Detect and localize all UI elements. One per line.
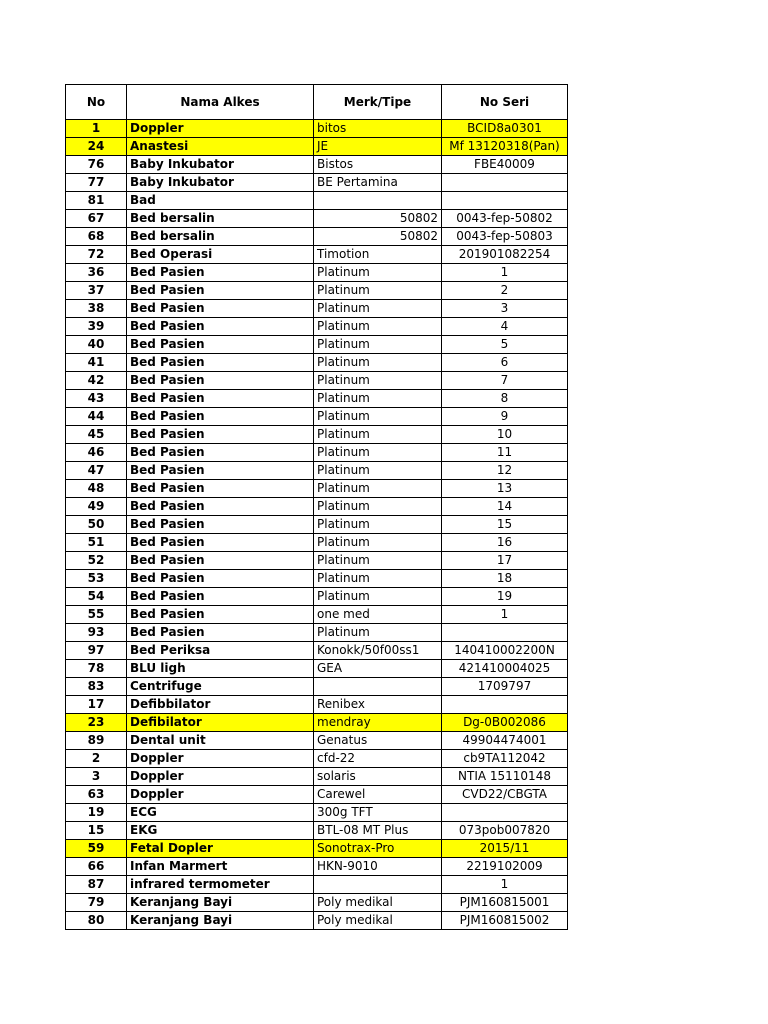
row-name-cell[interactable]: Bed Pasien [127,390,314,408]
table-row [66,300,568,318]
row-merk-cell[interactable]: Platinum [314,282,442,300]
row-merk-cell[interactable]: Platinum [314,444,442,462]
row-name-cell[interactable]: Bed Pasien [127,336,314,354]
row-merk-cell[interactable]: Platinum [314,318,442,336]
row-merk-cell[interactable]: 300g TFT [314,804,442,822]
row-name-cell[interactable]: Bed Pasien [127,624,314,642]
row-name-cell[interactable]: Bed Pasien [127,318,314,336]
row-seri-cell[interactable]: 18 [442,570,568,588]
table-row [66,822,568,840]
row-name-cell[interactable]: Bed Pasien [127,372,314,390]
row-merk-cell[interactable]: Genatus [314,732,442,750]
table-row [66,876,568,894]
header-nama-alkes: Nama Alkes [127,85,314,120]
table-row [66,354,568,372]
row-no-cell[interactable]: 19 [66,804,127,822]
row-no-cell[interactable]: 76 [66,156,127,174]
row-name-cell[interactable]: Doppler [127,120,314,138]
table-row [66,768,568,786]
row-seri-cell[interactable]: 16 [442,534,568,552]
row-seri-cell[interactable]: 421410004025 [442,660,568,678]
row-name-cell[interactable]: BLU ligh [127,660,314,678]
row-name-cell[interactable]: Bed Pasien [127,516,314,534]
row-name-cell[interactable]: Bed Pasien [127,426,314,444]
row-no-cell[interactable]: 41 [66,354,127,372]
row-merk-cell[interactable]: Platinum [314,570,442,588]
row-name-cell[interactable]: Bed Periksa [127,642,314,660]
row-merk-cell[interactable] [314,678,442,696]
table-row [66,462,568,480]
table-body [66,120,568,930]
row-seri-cell[interactable]: NTIA 15110148 [442,768,568,786]
row-merk-cell[interactable]: 50802 [314,228,442,246]
row-name-cell[interactable]: Fetal Dopler [127,840,314,858]
row-name-cell[interactable]: Bed Pasien [127,570,314,588]
row-no-cell[interactable]: 39 [66,318,127,336]
row-seri-cell[interactable]: 5 [442,336,568,354]
row-name-cell[interactable]: Infan Marmert [127,858,314,876]
row-name-cell[interactable]: ECG [127,804,314,822]
table-row [66,480,568,498]
table-row [66,210,568,228]
row-no-cell[interactable]: 68 [66,228,127,246]
row-name-cell[interactable]: EKG [127,822,314,840]
table-row [66,660,568,678]
table-header-row [66,85,568,120]
row-no-cell[interactable]: 24 [66,138,127,156]
row-no-cell[interactable]: 83 [66,678,127,696]
table-row [66,678,568,696]
row-no-cell[interactable]: 52 [66,552,127,570]
row-no-cell[interactable]: 3 [66,768,127,786]
row-seri-cell[interactable]: 1 [442,606,568,624]
row-name-cell[interactable]: Bed Pasien [127,300,314,318]
row-seri-cell[interactable]: 2219102009 [442,858,568,876]
row-merk-cell[interactable]: Platinum [314,264,442,282]
row-merk-cell[interactable]: Platinum [314,354,442,372]
row-name-cell[interactable]: Baby Inkubator [127,174,314,192]
row-seri-cell[interactable]: 9 [442,408,568,426]
row-merk-cell[interactable]: GEA [314,660,442,678]
row-merk-cell[interactable]: Platinum [314,516,442,534]
equipment-table [65,84,568,930]
row-seri-cell[interactable] [442,624,568,642]
row-no-cell[interactable]: 45 [66,426,127,444]
row-seri-cell[interactable]: 0043-fep-50803 [442,228,568,246]
row-seri-cell[interactable]: Mf 13120318(Pan) [442,138,568,156]
table-row [66,858,568,876]
table-row [66,138,568,156]
row-name-cell[interactable]: Bed Pasien [127,264,314,282]
row-seri-cell[interactable]: 140410002200N [442,642,568,660]
table-row [66,318,568,336]
row-merk-cell[interactable]: Sonotrax-Pro [314,840,442,858]
row-merk-cell[interactable]: BTL-08 MT Plus [314,822,442,840]
table-row [66,336,568,354]
table-row [66,372,568,390]
row-seri-cell[interactable]: 1 [442,264,568,282]
row-no-cell[interactable]: 55 [66,606,127,624]
row-no-cell[interactable]: 1 [66,120,127,138]
table-row [66,174,568,192]
row-no-cell[interactable]: 44 [66,408,127,426]
row-no-cell[interactable]: 36 [66,264,127,282]
row-name-cell[interactable]: Bed Pasien [127,408,314,426]
table-row [66,840,568,858]
row-no-cell[interactable]: 49 [66,498,127,516]
row-name-cell[interactable]: Bed bersalin [127,210,314,228]
row-seri-cell[interactable]: 201901082254 [442,246,568,264]
row-merk-cell[interactable]: Platinum [314,534,442,552]
row-merk-cell[interactable]: one med [314,606,442,624]
row-no-cell[interactable]: 54 [66,588,127,606]
row-merk-cell[interactable]: Platinum [314,552,442,570]
header-no-seri: No Seri [442,85,568,120]
row-no-cell[interactable]: 17 [66,696,127,714]
row-merk-cell[interactable]: Platinum [314,336,442,354]
row-no-cell[interactable]: 53 [66,570,127,588]
row-seri-cell[interactable]: 2015/11 [442,840,568,858]
row-name-cell[interactable]: Bed Pasien [127,498,314,516]
row-seri-cell[interactable]: 1 [442,876,568,894]
row-seri-cell[interactable]: 6 [442,354,568,372]
row-seri-cell[interactable]: Dg-0B002086 [442,714,568,732]
table-row [66,516,568,534]
row-name-cell[interactable]: infrared termometer [127,876,314,894]
table-row [66,606,568,624]
row-seri-cell[interactable]: FBE40009 [442,156,568,174]
row-name-cell[interactable]: Defibilator [127,714,314,732]
row-no-cell[interactable]: 59 [66,840,127,858]
row-merk-cell[interactable]: bitos [314,120,442,138]
row-name-cell[interactable]: Keranjang Bayi [127,894,314,912]
row-seri-cell[interactable]: 49904474001 [442,732,568,750]
table-row [66,696,568,714]
row-no-cell[interactable]: 38 [66,300,127,318]
row-seri-cell[interactable]: 4 [442,318,568,336]
table-row [66,714,568,732]
row-no-cell[interactable]: 43 [66,390,127,408]
row-merk-cell[interactable]: Platinum [314,588,442,606]
table-row [66,192,568,210]
table-row [66,282,568,300]
row-merk-cell[interactable]: solaris [314,768,442,786]
row-name-cell[interactable]: Bed Pasien [127,534,314,552]
row-no-cell[interactable]: 2 [66,750,127,768]
row-merk-cell[interactable]: mendray [314,714,442,732]
row-merk-cell[interactable]: Timotion [314,246,442,264]
header-no: No [66,85,127,120]
row-seri-cell[interactable] [442,174,568,192]
row-name-cell[interactable]: Bed Pasien [127,354,314,372]
row-seri-cell[interactable]: 0043-fep-50802 [442,210,568,228]
row-merk-cell[interactable]: Bistos [314,156,442,174]
row-merk-cell[interactable]: Platinum [314,300,442,318]
row-no-cell[interactable]: 79 [66,894,127,912]
table-row [66,732,568,750]
table-row [66,570,568,588]
table-row [66,624,568,642]
row-no-cell[interactable]: 48 [66,480,127,498]
row-merk-cell[interactable] [314,192,442,210]
row-seri-cell[interactable]: 10 [442,426,568,444]
row-name-cell[interactable]: Bed Pasien [127,282,314,300]
row-seri-cell[interactable]: 15 [442,516,568,534]
row-merk-cell[interactable]: Platinum [314,624,442,642]
row-seri-cell[interactable]: 13 [442,480,568,498]
row-merk-cell[interactable]: BE Pertamina [314,174,442,192]
row-name-cell[interactable]: Bed Pasien [127,552,314,570]
row-seri-cell[interactable]: 2 [442,282,568,300]
row-no-cell[interactable]: 15 [66,822,127,840]
table-row [66,444,568,462]
table-row [66,804,568,822]
row-merk-cell[interactable]: HKN-9010 [314,858,442,876]
row-no-cell[interactable]: 89 [66,732,127,750]
row-merk-cell[interactable]: Platinum [314,408,442,426]
row-no-cell[interactable]: 81 [66,192,127,210]
row-name-cell[interactable]: Dental unit [127,732,314,750]
row-name-cell[interactable]: Centrifuge [127,678,314,696]
row-seri-cell[interactable]: 7 [442,372,568,390]
row-seri-cell[interactable]: 8 [442,390,568,408]
row-no-cell[interactable]: 63 [66,786,127,804]
row-seri-cell[interactable]: PJM160815002 [442,912,568,930]
row-seri-cell[interactable]: 3 [442,300,568,318]
row-name-cell[interactable]: Doppler [127,768,314,786]
row-seri-cell[interactable]: 14 [442,498,568,516]
row-merk-cell[interactable] [314,876,442,894]
row-seri-cell[interactable]: 19 [442,588,568,606]
row-merk-cell[interactable]: Carewel [314,786,442,804]
row-seri-cell[interactable]: PJM160815001 [442,894,568,912]
row-no-cell[interactable]: 80 [66,912,127,930]
row-no-cell[interactable]: 67 [66,210,127,228]
row-merk-cell[interactable]: Poly medikal [314,894,442,912]
row-no-cell[interactable]: 47 [66,462,127,480]
row-seri-cell[interactable]: BCID8a0301 [442,120,568,138]
row-no-cell[interactable]: 77 [66,174,127,192]
row-merk-cell[interactable]: Poly medikal [314,912,442,930]
table-row [66,786,568,804]
table-row [66,642,568,660]
row-name-cell[interactable]: Bed Pasien [127,462,314,480]
row-merk-cell[interactable]: 50802 [314,210,442,228]
row-name-cell[interactable]: Bed bersalin [127,228,314,246]
row-seri-cell[interactable]: 073pob007820 [442,822,568,840]
row-merk-cell[interactable]: JE [314,138,442,156]
row-merk-cell[interactable]: Renibex [314,696,442,714]
row-no-cell[interactable]: 93 [66,624,127,642]
row-merk-cell[interactable]: cfd-22 [314,750,442,768]
row-name-cell[interactable]: Bed Pasien [127,606,314,624]
row-name-cell[interactable]: Bed Pasien [127,588,314,606]
row-merk-cell[interactable]: Platinum [314,390,442,408]
table-row [66,408,568,426]
row-merk-cell[interactable]: Platinum [314,426,442,444]
row-merk-cell[interactable]: Platinum [314,480,442,498]
table-row [66,588,568,606]
row-name-cell[interactable]: Bed Operasi [127,246,314,264]
row-name-cell[interactable]: Bad [127,192,314,210]
table-row [66,894,568,912]
row-merk-cell[interactable]: Platinum [314,462,442,480]
table-row [66,246,568,264]
row-name-cell[interactable]: Bed Pasien [127,444,314,462]
row-no-cell[interactable]: 42 [66,372,127,390]
row-no-cell[interactable]: 51 [66,534,127,552]
table-row [66,156,568,174]
row-seri-cell[interactable] [442,192,568,210]
row-name-cell[interactable]: Baby Inkubator [127,156,314,174]
table-row [66,750,568,768]
row-merk-cell[interactable]: Platinum [314,498,442,516]
row-name-cell[interactable]: Doppler [127,786,314,804]
row-no-cell[interactable]: 97 [66,642,127,660]
row-name-cell[interactable]: Anastesi [127,138,314,156]
row-name-cell[interactable]: Defibbilator [127,696,314,714]
table-row [66,498,568,516]
table-row [66,228,568,246]
row-no-cell[interactable]: 37 [66,282,127,300]
table-row [66,120,568,138]
row-no-cell[interactable]: 40 [66,336,127,354]
row-no-cell[interactable]: 72 [66,246,127,264]
row-seri-cell[interactable] [442,696,568,714]
row-name-cell[interactable]: Bed Pasien [127,480,314,498]
row-name-cell[interactable]: Doppler [127,750,314,768]
row-seri-cell[interactable]: 1709797 [442,678,568,696]
row-seri-cell[interactable]: 12 [442,462,568,480]
table-row [66,912,568,930]
table-row [66,534,568,552]
table-row [66,552,568,570]
row-no-cell[interactable]: 87 [66,876,127,894]
row-no-cell[interactable]: 46 [66,444,127,462]
row-seri-cell[interactable]: 11 [442,444,568,462]
table-row [66,390,568,408]
row-no-cell[interactable]: 50 [66,516,127,534]
row-no-cell[interactable]: 23 [66,714,127,732]
row-seri-cell[interactable]: CVD22/CBGTA [442,786,568,804]
header-merk-tipe: Merk/Tipe [314,85,442,120]
table-row [66,426,568,444]
row-seri-cell[interactable]: 17 [442,552,568,570]
table-row [66,264,568,282]
row-no-cell[interactable]: 78 [66,660,127,678]
row-seri-cell[interactable] [442,804,568,822]
row-merk-cell[interactable]: Konokk/50f00ss1 [314,642,442,660]
row-seri-cell[interactable]: cb9TA112042 [442,750,568,768]
row-merk-cell[interactable]: Platinum [314,372,442,390]
row-no-cell[interactable]: 66 [66,858,127,876]
row-name-cell[interactable]: Keranjang Bayi [127,912,314,930]
